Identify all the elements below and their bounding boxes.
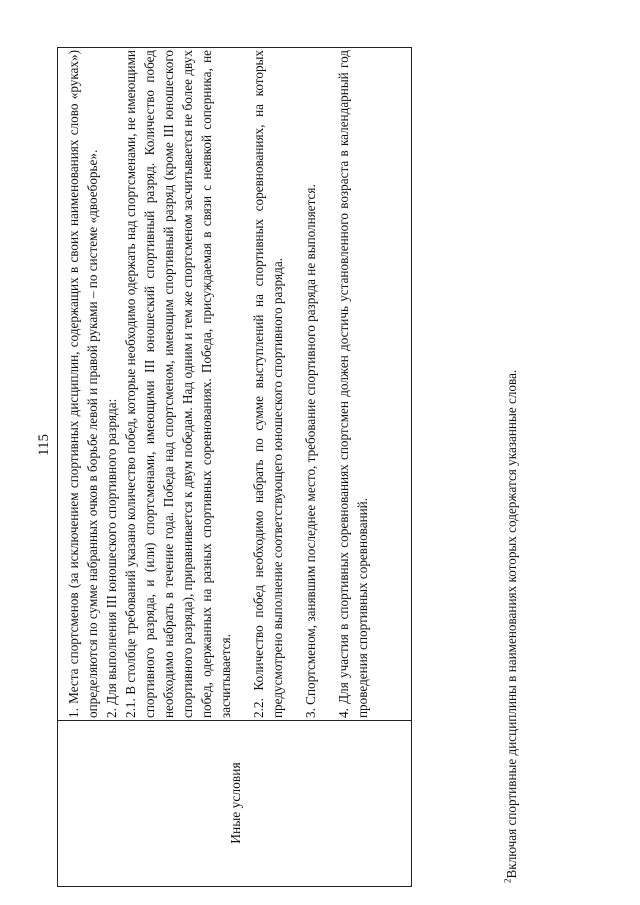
footnote-text: Включая спортивные дисциплины в наименованиях которых содержатся указанные слова. bbox=[504, 369, 519, 879]
table-content-cell bbox=[64, 50, 409, 718]
paragraph-2-2: 2.2. Количество побед необходимо набрать по сумме выступлений на спортивных соревнованиях, на которых предусмотрено выполнение соответствующего юношеского спортивного разряда. bbox=[251, 50, 285, 718]
table-label-cell bbox=[58, 720, 411, 886]
page-number: 115 bbox=[36, 434, 52, 456]
table-label: Иные условия bbox=[228, 762, 243, 844]
paragraph-2: 2. Для выполнения III юношеского спортивного разряда: bbox=[104, 398, 119, 718]
footnote bbox=[503, 103, 521, 883]
paragraph-4: 4. Для участия в спортивных соревнованиях спортсмен должен достичь установленного возраста в календарный год проведения спортивных соревнований. bbox=[336, 50, 370, 718]
footnote-marker: 2 bbox=[502, 878, 513, 883]
conditions-table bbox=[57, 47, 412, 887]
paragraph-1: 1. Места спортсменов (за исключением спортивных дисциплин, содержащих в своих наименованиях слово «руках») определяются по сумме набранных очков в борьбе левой и правой руками – по системе «двоеборье». bbox=[66, 50, 100, 718]
paragraph-3: 3. Спортсменом, занявшим последнее место, требование спортивного разряда не выполняется. bbox=[303, 184, 318, 718]
paragraph-2-1: 2.1. В столбце требований указано количество побед, которые необходимо одержать над спортсменами, не имеющими спортивного разряда, и (или) спортсменами, имеющими III юношеский спортивный разряд. Количество побед необходимо набрать в течение года. Победа над спортсменом, имеющим спортивный разряд (кроме III юношеского спортивного разряда), приравнивается к двум победам. Над одним и тем же спортсменом засчитывается не более двух побед, одержанных на разных спортивных соревнованиях. Победа, присуждаемая в связи с неявкой соперника, не засчитывается. bbox=[123, 50, 233, 718]
